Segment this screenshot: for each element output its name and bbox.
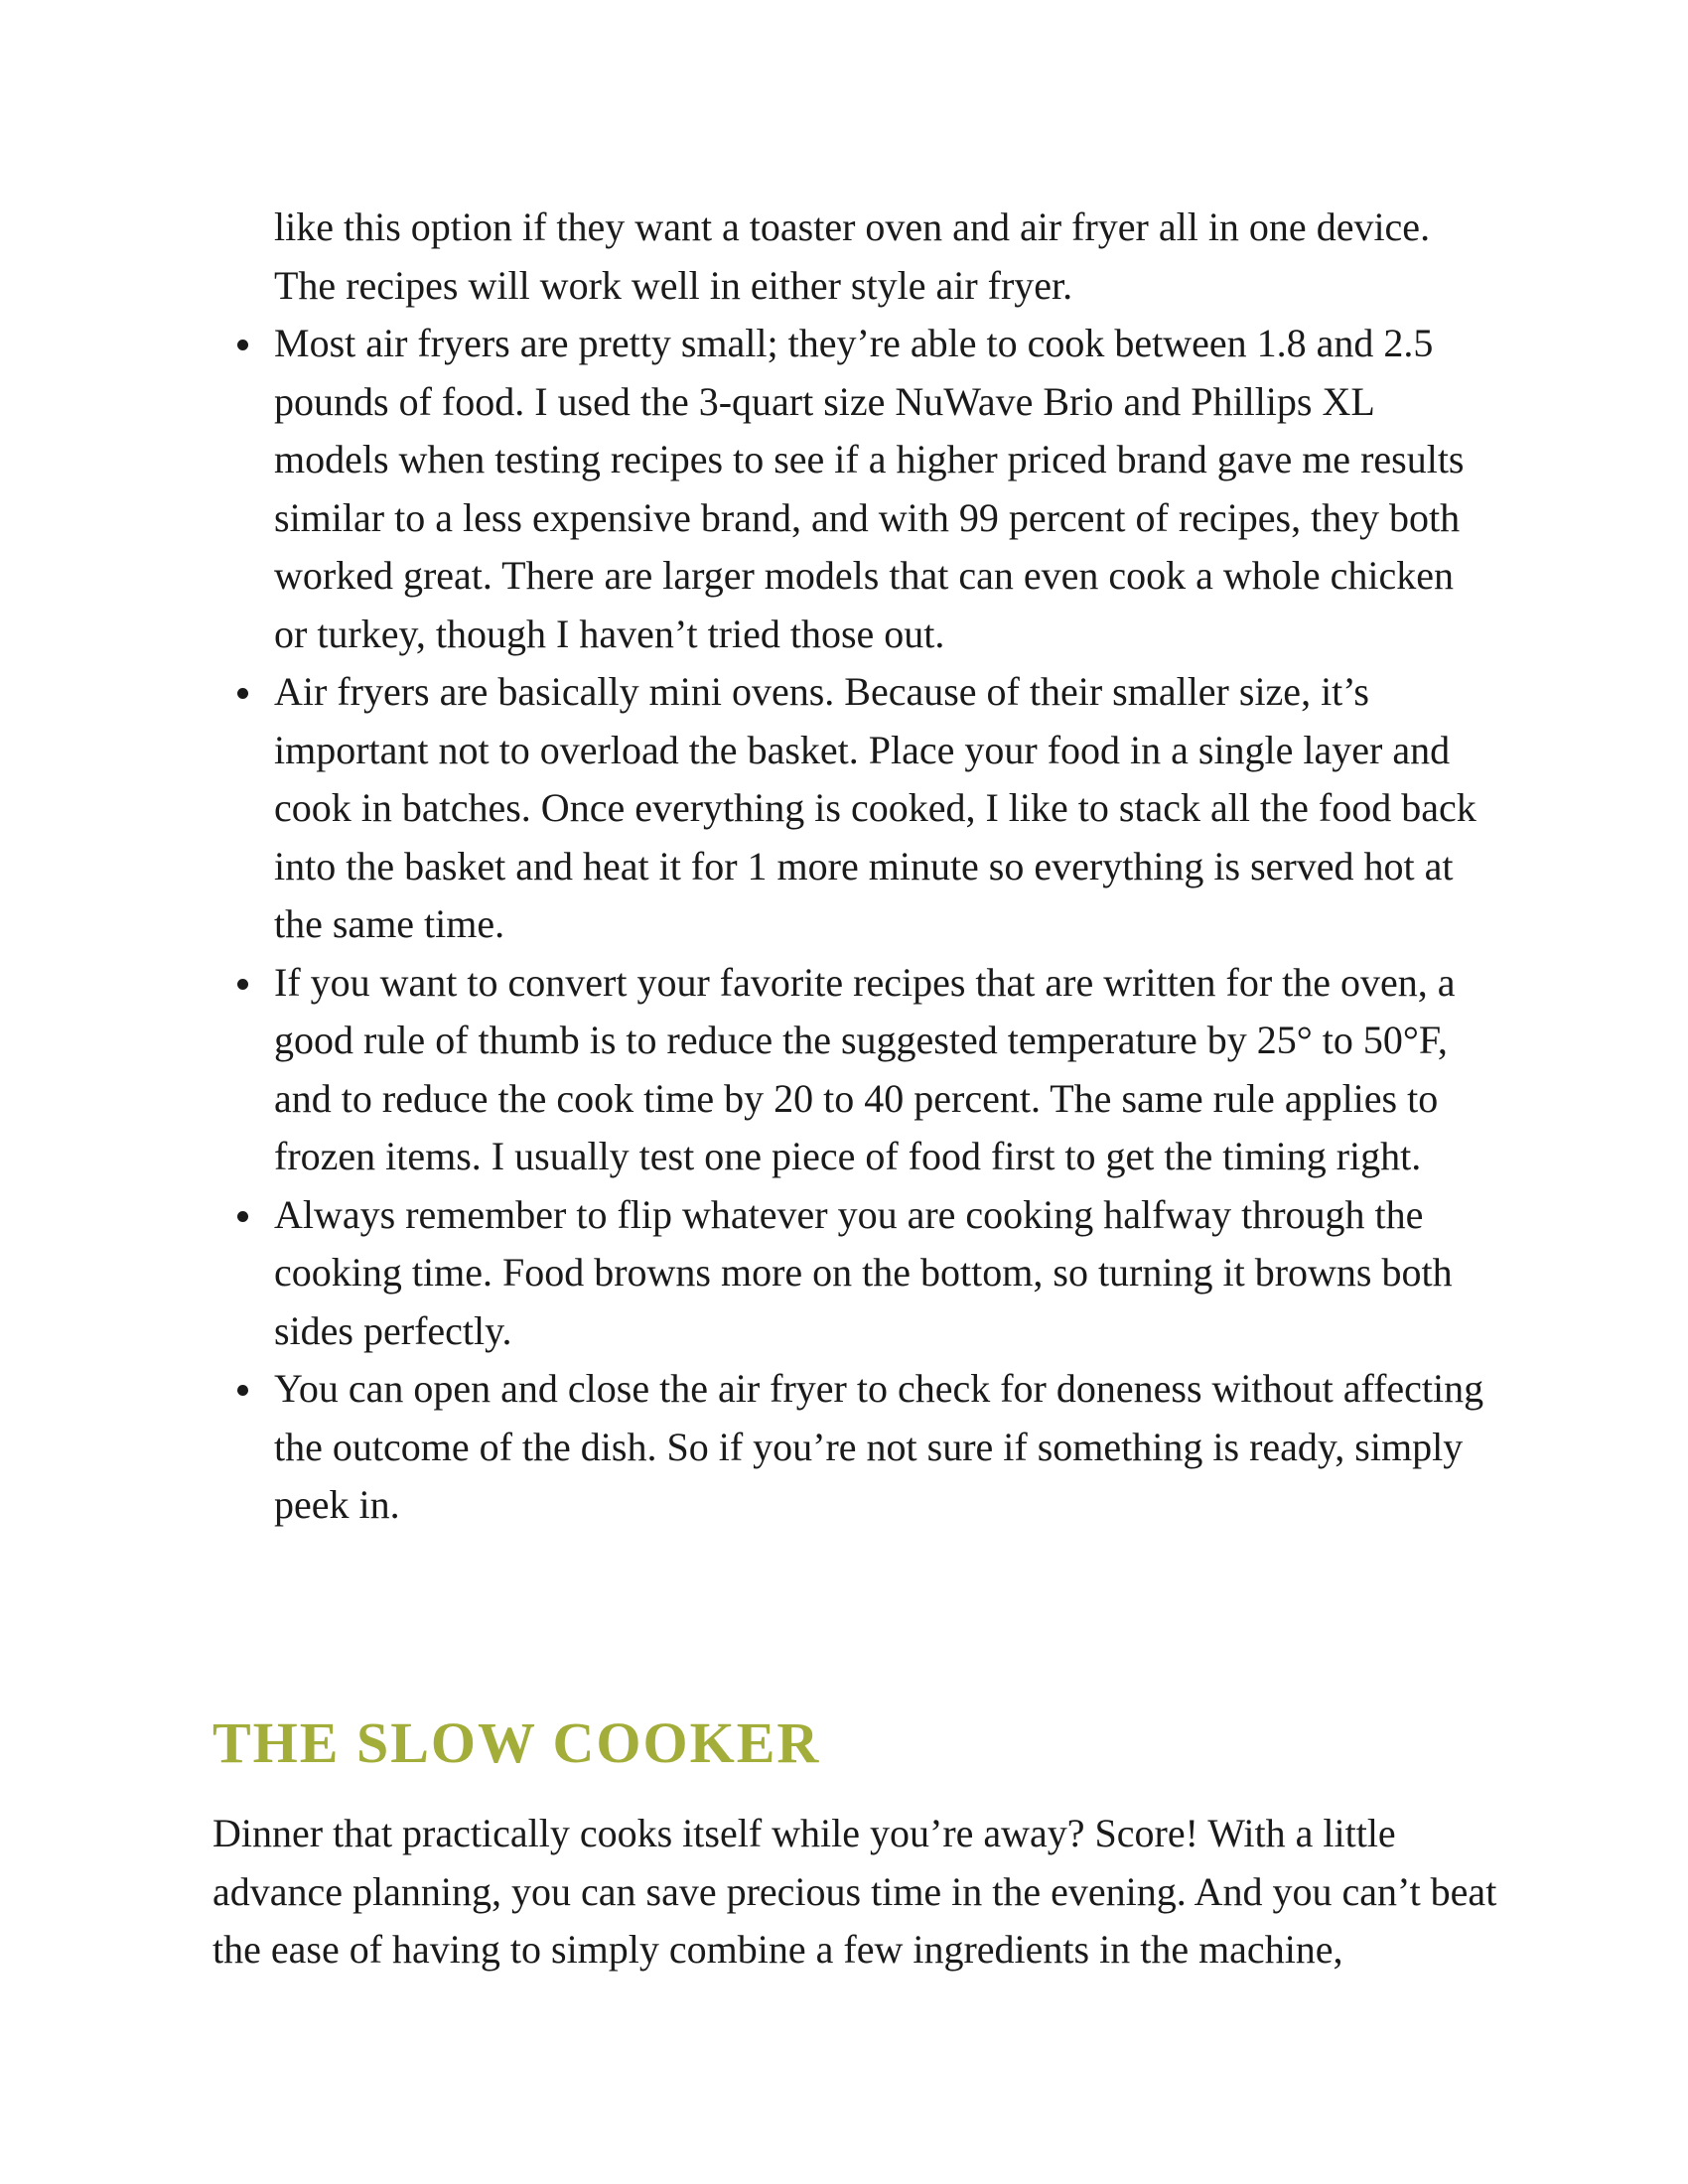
bullet-text: Always remember to flip whatever you are cooking halfway through the cooking time. Food browns more on the bottom, so turning it browns both sides perfectly. (274, 1191, 1453, 1353)
bullet-text: Air fryers are basically mini ovens. Because of their smaller size, it’s important not to overload the basket. Place your food in a single layer and cook in batches. Once everything is cooked, I like to stack all the food back into the basket and heat it for 1 more minute so everything is served hot at the same time. (274, 669, 1477, 946)
bullet-dot-icon (237, 1211, 248, 1222)
bullet-dot-icon (237, 1385, 248, 1396)
bullet-dot-icon (237, 979, 248, 990)
bullet-text: Most air fryers are pretty small; they’re able to cook between 1.8 and 2.5 pounds of food. I used the 3-quart size NuWave Brio and Phillips XL models when testing recipes to see if a higher priced brand gave me results similar to a less expensive brand, and with 99 percent of recipes, they both worked great. There are larger models that can even cook a whole chicken or turkey, though I haven’t tried those out. (274, 321, 1465, 656)
section-paragraph: Dinner that practically cooks itself while you’re away? Score! With a little advance planning, you can save precious time in the evening. And you can’t beat the ease of having to simply combine a few ingredients in the machine, (212, 1811, 1497, 1972)
continuation-paragraph: like this option if they want a toaster oven and air fryer all in one device. The recipes will work well in either style air fryer. (274, 205, 1431, 308)
bullet-item (274, 1186, 1495, 1361)
bullet-item (274, 663, 1495, 954)
bullet-dot-icon (237, 688, 248, 699)
bullet-text: If you want to convert your favorite recipes that are written for the oven, a good rule of thumb is to reduce the suggested temperature by 25° to 50°F, and to reduce the cook time by 20 to 40 percent. The same rule applies to frozen items. I usually test one piece of food first to get the timing right. (274, 959, 1456, 1178)
bullet-item (274, 315, 1495, 663)
bullet-text: You can open and close the air fryer to check for doneness without affecting the outcome of the dish. So if you’re not sure if something is ready, simply peek in. (274, 1366, 1484, 1527)
bullet-item (274, 1360, 1495, 1535)
bullet-dot-icon (237, 340, 248, 350)
section-heading: THE SLOW COOKER (212, 1710, 821, 1775)
bullet-item (274, 954, 1495, 1186)
tips-bullet-list (274, 315, 1495, 1535)
